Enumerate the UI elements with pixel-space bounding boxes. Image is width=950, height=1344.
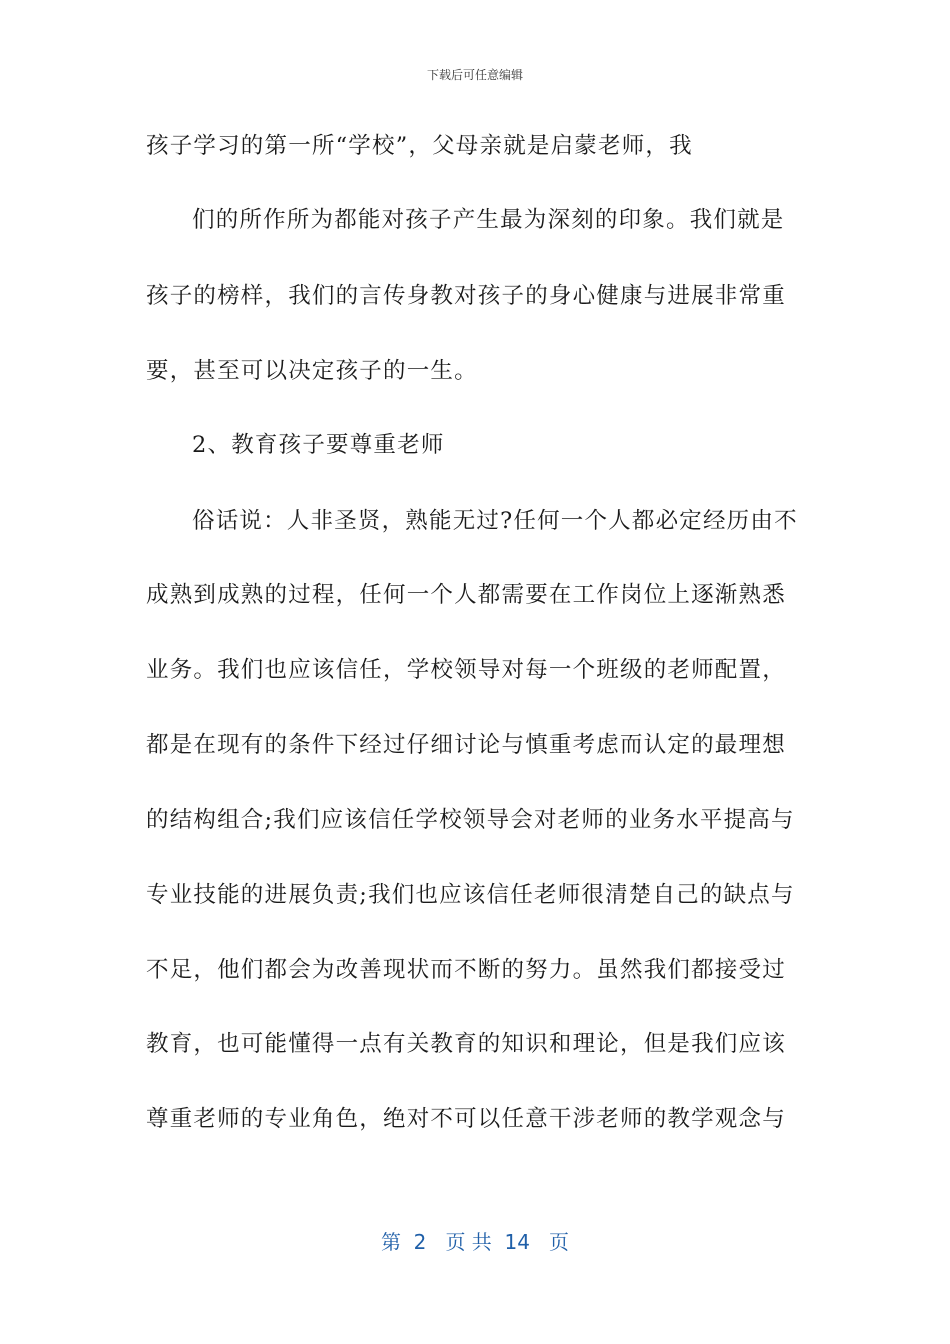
body-line-8: 业务。我们也应该信任，学校领导对每一个班级的老师配置，	[146, 657, 786, 683]
page-number-footer: 第 2 页 共 14 页	[380, 1230, 570, 1254]
body-line-12: 不足，他们都会为改善现状而不断的努力。虽然我们都接受过	[146, 957, 786, 983]
body-line-13: 教育，也可能懂得一点有关教育的知识和理论，但是我们应该	[146, 1031, 786, 1057]
body-line-1: 孩子学习的第一所“学校”，父母亲就是启蒙老师，我	[146, 133, 693, 159]
body-line-6: 俗话说：人非圣贤，熟能无过?任何一个人都必定经历由不	[192, 508, 798, 534]
page-header: 下载后可任意编辑	[426, 68, 523, 82]
body-line-2: 们的所作所为都能对孩子产生最为深刻的印象。我们就是	[192, 207, 785, 233]
body-line-9: 都是在现有的条件下经过仔细讨论与慎重考虑而认定的最理想	[146, 732, 786, 758]
body-line-4: 要，甚至可以决定孩子的一生。	[146, 358, 478, 384]
section-heading: 2、教育孩子要尊重老师	[192, 432, 445, 458]
body-line-14: 尊重老师的专业角色，绝对不可以任意干涉老师的教学观念与	[146, 1106, 786, 1132]
body-line-3: 孩子的榜样，我们的言传身教对孩子的身心健康与进展非常重	[146, 283, 786, 309]
body-line-7: 成熟到成熟的过程，任何一个人都需要在工作岗位上逐渐熟悉	[146, 582, 786, 608]
body-line-10: 的结构组合;我们应该信任学校领导会对老师的业务水平提高与	[146, 807, 795, 833]
body-line-11: 专业技能的进展负责;我们也应该信任老师很清楚自己的缺点与	[146, 882, 795, 908]
